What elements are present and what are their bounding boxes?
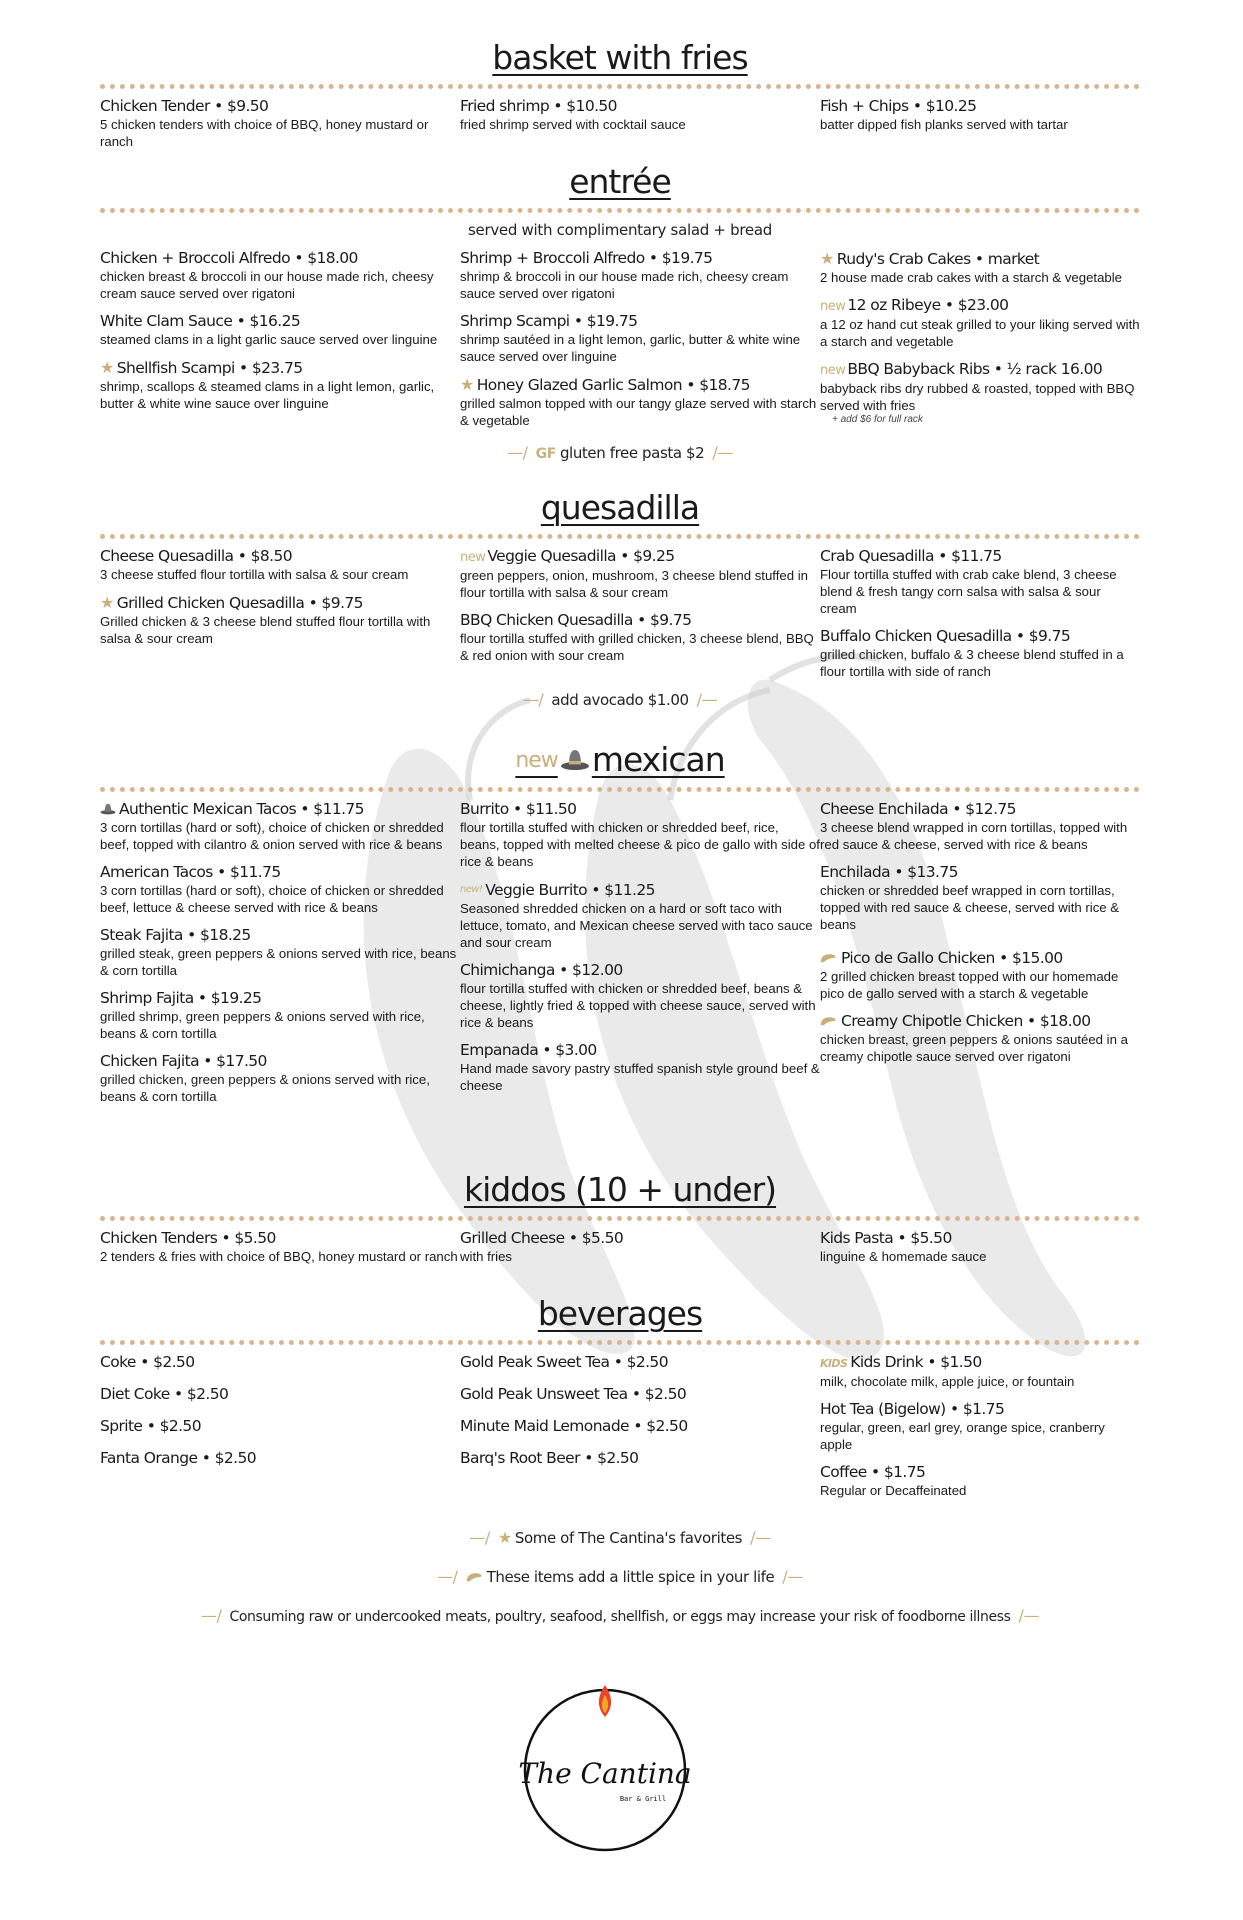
separator: •	[173, 1385, 183, 1403]
item-description: green peppers, onion, mushroom, 3 cheese blend stuffed in flour tortilla with salsa & sour cream	[460, 568, 808, 600]
item-description: milk, chocolate milk, apple juice, or fountain	[820, 1374, 1075, 1389]
item-price: $3.00	[555, 1041, 597, 1059]
mexican-title-text: mexican	[591, 740, 725, 779]
item-name: Creamy Chipotle Chicken	[841, 1012, 1023, 1030]
item-name: BBQ Babyback Ribs	[847, 360, 990, 378]
basket-section	[100, 38, 1140, 150]
menu-item	[100, 312, 460, 348]
item-name: Kids Pasta	[820, 1229, 894, 1247]
dotted-divider	[100, 1216, 1140, 1221]
separator: •	[542, 1041, 551, 1059]
logo-text: The Cantina	[518, 1757, 692, 1790]
separator: •	[944, 296, 954, 314]
item-description: with fries	[460, 1249, 513, 1264]
item-description: babyback ribs dry rubbed & roasted, topped with BBQ served with fries	[820, 381, 1135, 413]
menu-item	[100, 593, 460, 647]
separator: •	[648, 249, 658, 267]
item-description: grilled chicken, green peppers & onions served with rice, beans & corn tortilla	[100, 1072, 430, 1104]
menu-item	[820, 949, 1140, 1002]
item-name: Chicken Fajita	[100, 1052, 199, 1070]
basket-items	[100, 97, 1140, 150]
entree-note: served with complimentary salad + bread	[468, 221, 772, 239]
new-badge: new	[820, 363, 846, 378]
kiddos-title: kiddos (10 + under)	[463, 1170, 777, 1209]
item-name: American Tacos	[100, 863, 213, 881]
new-badge: new	[820, 299, 846, 314]
item-price: $18.00	[1039, 1012, 1091, 1030]
menu-item	[460, 249, 820, 302]
item-name: Coffee	[820, 1463, 867, 1481]
avocado-note: —/ add avocado $1.00 /—	[522, 690, 718, 709]
item-price: $12.75	[965, 800, 1016, 818]
item-name: Gold Peak Unsweet Tea	[460, 1385, 628, 1403]
item-name: Steak Fajita	[100, 926, 183, 944]
separator: •	[613, 1353, 623, 1371]
separator: •	[294, 249, 303, 267]
item-name: Gold Peak Sweet Tea	[460, 1353, 610, 1371]
separator: •	[637, 611, 646, 629]
item-price: $2.50	[626, 1353, 668, 1371]
item-name: Veggie Quesadilla	[487, 547, 616, 565]
item-price: $9.75	[321, 594, 363, 612]
beverages-column-2	[460, 1353, 820, 1509]
separator: •	[300, 800, 309, 818]
separator: •	[197, 989, 207, 1007]
beverage-item	[460, 1417, 820, 1435]
beverages-title: beverages	[537, 1294, 703, 1333]
mexican-column-3	[820, 800, 1140, 1115]
item-description: Flour tortilla stuffed with crab cake blend, 3 cheese blend & fresh tangy corn salsa with salsa & sour cream	[820, 567, 1117, 616]
item-price: $2.50	[597, 1449, 639, 1467]
item-description: batter dipped fish planks served with tartar	[820, 117, 1068, 132]
item-price: $5.50	[234, 1229, 276, 1247]
item-description: Hand made savory pastry stuffed spanish style ground beef & cheese	[460, 1061, 820, 1093]
item-price: $5.50	[910, 1229, 952, 1247]
item-description: linguine & homemade sauce	[820, 1249, 987, 1264]
separator: •	[591, 881, 600, 899]
menu-item	[820, 800, 1140, 853]
menu-item	[820, 627, 1140, 680]
separator: •	[236, 312, 246, 330]
menu-item	[100, 989, 460, 1042]
menu-item	[100, 926, 460, 979]
quesadilla-column-1	[100, 547, 460, 690]
item-description: 3 corn tortillas (hard or soft), choice of chicken or shredded beef, topped with cilantro & onion served with rice & beans	[100, 820, 444, 852]
separator: •	[1027, 1012, 1036, 1030]
menu-item	[100, 547, 460, 583]
item-description: flour tortilla stuffed with chicken or shredded beef, beans & cheese, lightly fried & topped with cheese sauce, served with rice & beans	[460, 981, 816, 1030]
separator: •	[952, 800, 961, 818]
menu-item	[820, 1400, 1140, 1453]
item-price: $11.75	[229, 863, 281, 881]
item-description: regular, green, earl grey, orange spice, cranberry apple	[820, 1420, 1105, 1452]
item-description: 2 grilled chicken breast topped with our homemade pico de gallo served with a starch & vegetable	[820, 969, 1119, 1001]
item-name: Buffalo Chicken Quesadilla	[820, 627, 1012, 645]
item-name: Diet Coke	[100, 1385, 170, 1403]
item-name: Grilled Cheese	[460, 1229, 565, 1247]
menu-item	[460, 97, 820, 150]
item-name: Pico de Gallo Chicken	[841, 949, 995, 967]
warning-text: Consuming raw or undercooked meats, poultry, seafood, shellfish, or eggs may increase your risk of foodborne illness	[229, 1609, 1011, 1625]
separator: •	[871, 1463, 880, 1481]
separator: •	[237, 547, 247, 565]
entree-column-3	[820, 249, 1140, 439]
gluten-free-note: —/ GF gluten free pasta $2 /—	[507, 443, 733, 462]
item-price: $1.75	[962, 1400, 1005, 1418]
item-price: $15.00	[1011, 949, 1063, 967]
menu-item	[820, 1229, 1140, 1265]
menu-item	[460, 312, 820, 365]
item-description: 3 corn tortillas (hard or soft), choice of chicken or shredded beef, lettuce & cheese served with rice & beans	[100, 883, 444, 915]
sombrero-icon	[100, 802, 116, 815]
menu-item	[820, 863, 1140, 933]
beverage-item	[100, 1385, 460, 1403]
item-price: $18.25	[200, 926, 251, 944]
separator: •	[912, 97, 922, 115]
item-name: Fanta Orange	[100, 1449, 198, 1467]
pepper-icon	[466, 1571, 483, 1583]
item-name: BBQ Chicken Quesadilla	[460, 611, 633, 629]
beverage-item	[100, 1353, 460, 1371]
item-price: $13.75	[907, 863, 958, 881]
beverage-item	[460, 1449, 820, 1467]
quesadilla-column-2	[460, 547, 820, 690]
separator: •	[631, 1385, 641, 1403]
item-price: $2.50	[153, 1353, 195, 1371]
menu-item	[460, 1041, 820, 1094]
item-name: Chicken + Broccoli Alfredo	[100, 249, 290, 267]
star-icon: ★	[100, 358, 114, 377]
item-name: Enchilada	[820, 863, 891, 881]
menu-item	[820, 1353, 1140, 1390]
kiddos-items	[100, 1229, 1140, 1265]
star-icon: ★	[460, 375, 474, 394]
spice-text: These items add a little spice in your life	[486, 1568, 775, 1586]
entree-column-1	[100, 249, 460, 439]
item-name: Empanada	[460, 1041, 539, 1059]
quesadilla-column-3	[820, 547, 1140, 690]
menu-item	[460, 611, 820, 664]
separator: •	[238, 359, 248, 377]
kids-badge: KIDS	[820, 1357, 848, 1370]
separator: •	[221, 1229, 231, 1247]
item-name: Sprite	[100, 1417, 143, 1435]
item-description: grilled salmon topped with our tangy glaze served with starch & vegetable	[460, 396, 817, 428]
item-price: $23.00	[957, 296, 1009, 314]
item-description: chicken breast & broccoli in our house made rich, cheesy cream sauce served over rigatoni	[100, 269, 434, 301]
separator: •	[999, 949, 1008, 967]
item-price: $11.75	[313, 800, 364, 818]
item-price: $12.00	[571, 961, 623, 979]
gf-text: gluten free pasta $2	[559, 444, 705, 462]
menu-item	[460, 800, 820, 870]
item-description: fried shrimp served with cocktail sauce	[460, 117, 686, 132]
item-price: $9.75	[649, 611, 692, 629]
item-name: Barq's Root Beer	[460, 1449, 580, 1467]
item-description: 2 house made crab cakes with a starch & vegetable	[820, 270, 1123, 285]
separator: •	[949, 1400, 959, 1418]
dotted-divider	[100, 1340, 1140, 1345]
quesadilla-items	[100, 547, 1140, 690]
beverages-column-3	[820, 1353, 1140, 1509]
item-name: Burrito	[460, 800, 509, 818]
item-extra-note: + add $6 for full rack	[832, 414, 923, 425]
beverages-column-1	[100, 1353, 460, 1509]
dotted-divider	[100, 787, 1140, 792]
item-description: shrimp, scallops & steamed clams in a light lemon, garlic, butter & white wine sauce over linguine	[100, 379, 435, 411]
separator: •	[894, 863, 903, 881]
item-price: $5.50	[581, 1229, 624, 1247]
item-name: 12 oz Ribeye	[847, 296, 941, 314]
item-description: chicken or shredded beef wrapped in corn tortillas, topped with red sauce & cheese, served with rice & beans	[820, 883, 1120, 932]
item-price: $2.50	[159, 1417, 201, 1435]
favorites-note: —/ ★ Some of The Cantina's favorites /—	[469, 1528, 771, 1547]
sombrero-icon	[560, 747, 590, 771]
menu-item	[820, 1012, 1140, 1065]
item-name: Chimichanga	[460, 961, 555, 979]
item-price: $1.75	[883, 1463, 926, 1481]
separator: •	[187, 926, 196, 944]
item-price: $19.75	[661, 249, 713, 267]
new-badge: new	[460, 550, 486, 565]
separator: •	[559, 961, 568, 979]
item-name: Veggie Burrito	[485, 881, 588, 899]
item-price: $17.50	[216, 1052, 267, 1070]
beverage-item	[460, 1353, 820, 1371]
item-price: $9.25	[633, 547, 675, 565]
menu-item	[460, 1229, 820, 1265]
separator: •	[512, 800, 522, 818]
separator: •	[897, 1229, 906, 1247]
separator: •	[203, 1052, 212, 1070]
item-description: steamed clams in a light garlic sauce served over linguine	[100, 332, 438, 347]
item-name: Cheese Enchilada	[820, 800, 949, 818]
pepper-icon	[820, 1015, 837, 1027]
cantina-logo	[505, 1665, 705, 1865]
separator: •	[686, 376, 695, 394]
menu-item	[100, 800, 460, 853]
entree-items	[100, 249, 1140, 439]
item-name: Shrimp + Broccoli Alfredo	[460, 249, 645, 267]
separator: •	[308, 594, 318, 612]
beverage-item	[100, 1449, 460, 1467]
item-price: $1.50	[940, 1353, 982, 1371]
item-description: 3 cheese blend wrapped in corn tortillas, topped with red sauce & cheese, served with rice & beans	[820, 820, 1128, 852]
spice-note: —/ These items add a little spice in your life /—	[437, 1567, 803, 1586]
item-price: ½ rack 16.00	[1006, 360, 1103, 378]
quesadilla-title: quesadilla	[540, 488, 700, 527]
beverage-item	[460, 1385, 820, 1403]
item-price: $11.50	[525, 800, 577, 818]
item-price: market	[987, 250, 1040, 268]
separator: •	[993, 360, 1003, 378]
item-description: shrimp sautéed in a light lemon, garlic, butter & white wine sauce served over linguine	[460, 332, 801, 364]
favorites-text: Some of The Cantina's favorites	[514, 1529, 743, 1547]
item-price: $11.25	[604, 881, 655, 899]
mexican-column-2	[460, 800, 820, 1115]
item-price: $23.75	[251, 359, 303, 377]
separator: •	[217, 863, 226, 881]
separator: •	[573, 312, 583, 330]
item-price: $2.50	[186, 1385, 229, 1403]
dotted-divider	[100, 534, 1140, 539]
separator: •	[584, 1449, 593, 1467]
item-price: $9.50	[226, 97, 269, 115]
separator: •	[620, 547, 629, 565]
item-description: 2 tenders & fries with choice of BBQ, honey mustard or ranch	[100, 1249, 458, 1264]
star-icon: ★	[820, 249, 834, 268]
entree-column-2	[460, 249, 820, 439]
item-name: Chicken Tender	[100, 97, 210, 115]
star-icon: ★	[100, 593, 114, 612]
item-description: a 12 oz hand cut steak grilled to your liking served with a starch and vegetable	[820, 317, 1140, 349]
item-name: White Clam Sauce	[100, 312, 233, 330]
mexican-column-1	[100, 800, 460, 1115]
beverages-section	[100, 1294, 1140, 1509]
menu-item	[820, 249, 1140, 286]
gf-badge: GF	[535, 446, 556, 462]
item-name: Authentic Mexican Tacos	[119, 800, 297, 818]
item-description: flour tortilla stuffed with grilled chicken, 3 cheese blend, BBQ & red onion with sour cream	[460, 631, 814, 663]
mexican-section	[100, 740, 1140, 1115]
separator: •	[1015, 627, 1025, 645]
separator: •	[927, 1353, 936, 1371]
menu-item	[460, 880, 820, 951]
menu-item	[100, 249, 460, 302]
item-price: $19.25	[210, 989, 262, 1007]
item-description: flour tortilla stuffed with chicken or shredded beef, rice, beans, topped with melted cheese & pico de gallo with side of rice & beans	[460, 820, 820, 869]
foodborne-warning: —/ Consuming raw or undercooked meats, poultry, seafood, shellfish, or eggs may increase your risk of foodborne illness /—	[200, 1606, 1040, 1625]
item-price: $10.25	[925, 97, 977, 115]
menu-item	[460, 961, 820, 1031]
item-description: Regular or Decaffeinated	[820, 1483, 967, 1498]
item-name: Shrimp Scampi	[460, 312, 570, 330]
quesadilla-section	[100, 488, 1140, 709]
item-description: shrimp & broccoli in our house made rich, cheesy cream sauce served over rigatoni	[460, 269, 789, 301]
item-price: $9.75	[1028, 627, 1071, 645]
separator: •	[938, 547, 947, 565]
menu-item	[820, 1463, 1140, 1499]
item-description: Grilled chicken & 3 cheese blend stuffed flour tortilla with salsa & sour cream	[100, 614, 431, 646]
menu-item	[100, 97, 460, 150]
entree-title: entrée	[569, 162, 671, 201]
item-name: Crab Quesadilla	[820, 547, 934, 565]
menu-item	[820, 547, 1140, 617]
separator: •	[974, 250, 984, 268]
item-name: Minute Maid Lemonade	[460, 1417, 629, 1435]
item-name: Kids Drink	[850, 1353, 924, 1371]
new-badge: new!	[460, 884, 483, 895]
item-price: $10.50	[566, 97, 617, 115]
separator: •	[568, 1229, 578, 1247]
separator: •	[201, 1449, 211, 1467]
menu-item	[820, 97, 1140, 150]
item-description: 3 cheese stuffed flour tortilla with salsa & sour cream	[100, 567, 409, 582]
item-price: $18.75	[699, 376, 750, 394]
item-description: grilled steak, green peppers & onions served with rice, beans & corn tortilla	[100, 946, 457, 978]
kiddos-section	[100, 1170, 1140, 1265]
mexican-items	[100, 800, 1140, 1115]
item-name: Grilled Chicken Quesadilla	[116, 594, 305, 612]
basket-title: basket with fries	[492, 38, 748, 77]
item-price: $8.50	[250, 547, 293, 565]
item-name: Honey Glazed Garlic Salmon	[476, 376, 682, 394]
menu-item	[100, 1229, 460, 1265]
item-name: Shellfish Scampi	[116, 359, 235, 377]
item-description: grilled shrimp, green peppers & onions served with rice, beans & corn tortilla	[100, 1009, 425, 1041]
dotted-divider	[100, 84, 1140, 89]
entree-section	[100, 162, 1140, 462]
item-price: $2.50	[646, 1417, 688, 1435]
beverages-items	[100, 1353, 1140, 1509]
beverage-item	[100, 1417, 460, 1435]
item-price: $16.25	[249, 312, 301, 330]
pepper-icon	[820, 952, 837, 964]
item-price: $2.50	[644, 1385, 687, 1403]
item-name: Shrimp Fajita	[100, 989, 194, 1007]
menu-item	[460, 375, 820, 429]
item-price: $19.75	[586, 312, 638, 330]
menu-item	[820, 360, 1140, 425]
item-price: $11.75	[951, 547, 1002, 565]
separator: •	[214, 97, 223, 115]
separator: •	[146, 1417, 156, 1435]
menu-item	[460, 547, 820, 601]
item-name: Coke	[100, 1353, 136, 1371]
star-icon: ★	[497, 1528, 512, 1547]
dotted-divider	[100, 208, 1140, 213]
mexican-title	[100, 740, 1140, 781]
new-badge: new	[515, 748, 558, 773]
item-price: $18.00	[307, 249, 358, 267]
item-description: 5 chicken tenders with choice of BBQ, honey mustard or ranch	[100, 117, 429, 149]
menu-item	[100, 863, 460, 916]
item-name: Fish + Chips	[820, 97, 909, 115]
logo-subtext: Bar & Grill	[619, 1795, 667, 1803]
item-price: $2.50	[214, 1449, 256, 1467]
menu-item	[100, 1052, 460, 1105]
item-name: Rudy's Crab Cakes	[836, 250, 971, 268]
item-name: Cheese Quesadilla	[100, 547, 234, 565]
item-name: Fried shrimp	[460, 97, 550, 115]
item-description: chicken breast, green peppers & onions sautéed in a creamy chipotle sauce served over rigatoni	[820, 1032, 1128, 1064]
menu-item	[820, 296, 1140, 350]
item-name: Chicken Tenders	[100, 1229, 218, 1247]
avocado-text: add avocado $1.00	[551, 691, 689, 709]
separator: •	[633, 1417, 642, 1435]
separator: •	[553, 97, 562, 115]
footer-notes	[100, 1528, 1140, 1625]
item-description: grilled chicken, buffalo & 3 cheese blend stuffed in a flour tortilla with side of ranch	[820, 647, 1124, 679]
item-name: Hot Tea (Bigelow)	[820, 1400, 946, 1418]
item-description: Seasoned shredded chicken on a hard or soft taco with lettuce, tomato, and Mexican cheese served with taco sauce and sour cream	[460, 901, 813, 950]
menu-item	[100, 358, 460, 412]
separator: •	[140, 1353, 149, 1371]
